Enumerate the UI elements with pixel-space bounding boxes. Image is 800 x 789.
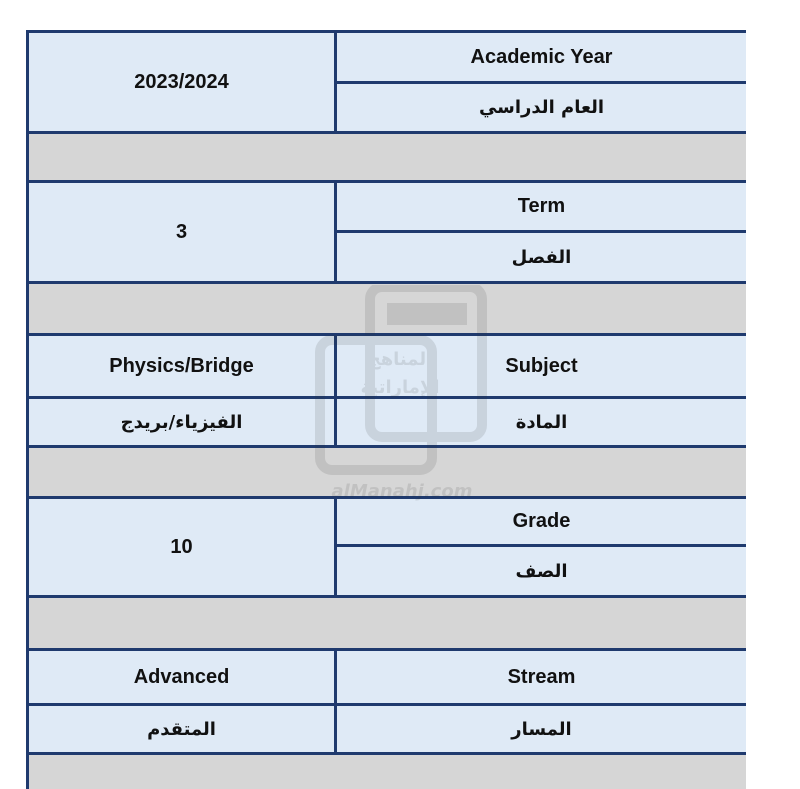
column-divider [334,33,337,131]
stream-label-en: Stream [337,651,746,703]
subject-label-en: Subject [337,336,746,396]
grade-value: 10 [29,499,334,595]
cell-divider [337,544,746,547]
spacer-row [29,134,746,180]
stream-value-en: Advanced [29,651,334,703]
column-divider [334,336,337,445]
column-divider [334,183,337,281]
stream-value-ar: المتقدم [29,706,334,752]
term-label-ar: الفصل [337,233,746,281]
term-label-en: Term [337,183,746,230]
grade-label-ar: الصف [337,547,746,595]
academic-year-label-ar: العام الدراسي [337,84,746,131]
academic-year-value: 2023/2024 [29,33,334,131]
row-divider [29,496,746,499]
spacer-row [29,598,746,648]
row-divider [29,752,746,755]
term-value: 3 [29,183,334,281]
column-divider [334,651,337,752]
spacer-row [29,284,746,333]
row-divider [29,131,746,134]
row-divider [29,445,746,448]
academic-year-label-en: Academic Year [337,33,746,81]
cell-divider [337,230,746,233]
cell-divider [29,396,746,399]
subject-value-ar: الفيزياء/بريدج [29,399,334,445]
info-table [26,30,746,789]
row-divider [29,595,746,598]
cell-divider [337,81,746,84]
grade-label-en: Grade [337,499,746,544]
subject-label-ar: المادة [337,399,746,445]
spacer-row [29,755,746,789]
row-divider [29,281,746,284]
row-divider [29,648,746,651]
subject-value-en: Physics/Bridge [29,336,334,396]
column-divider [334,499,337,595]
cell-divider [29,703,746,706]
spacer-row [29,448,746,496]
stream-label-ar: المسار [337,706,746,752]
row-divider [29,180,746,183]
row-divider [29,333,746,336]
